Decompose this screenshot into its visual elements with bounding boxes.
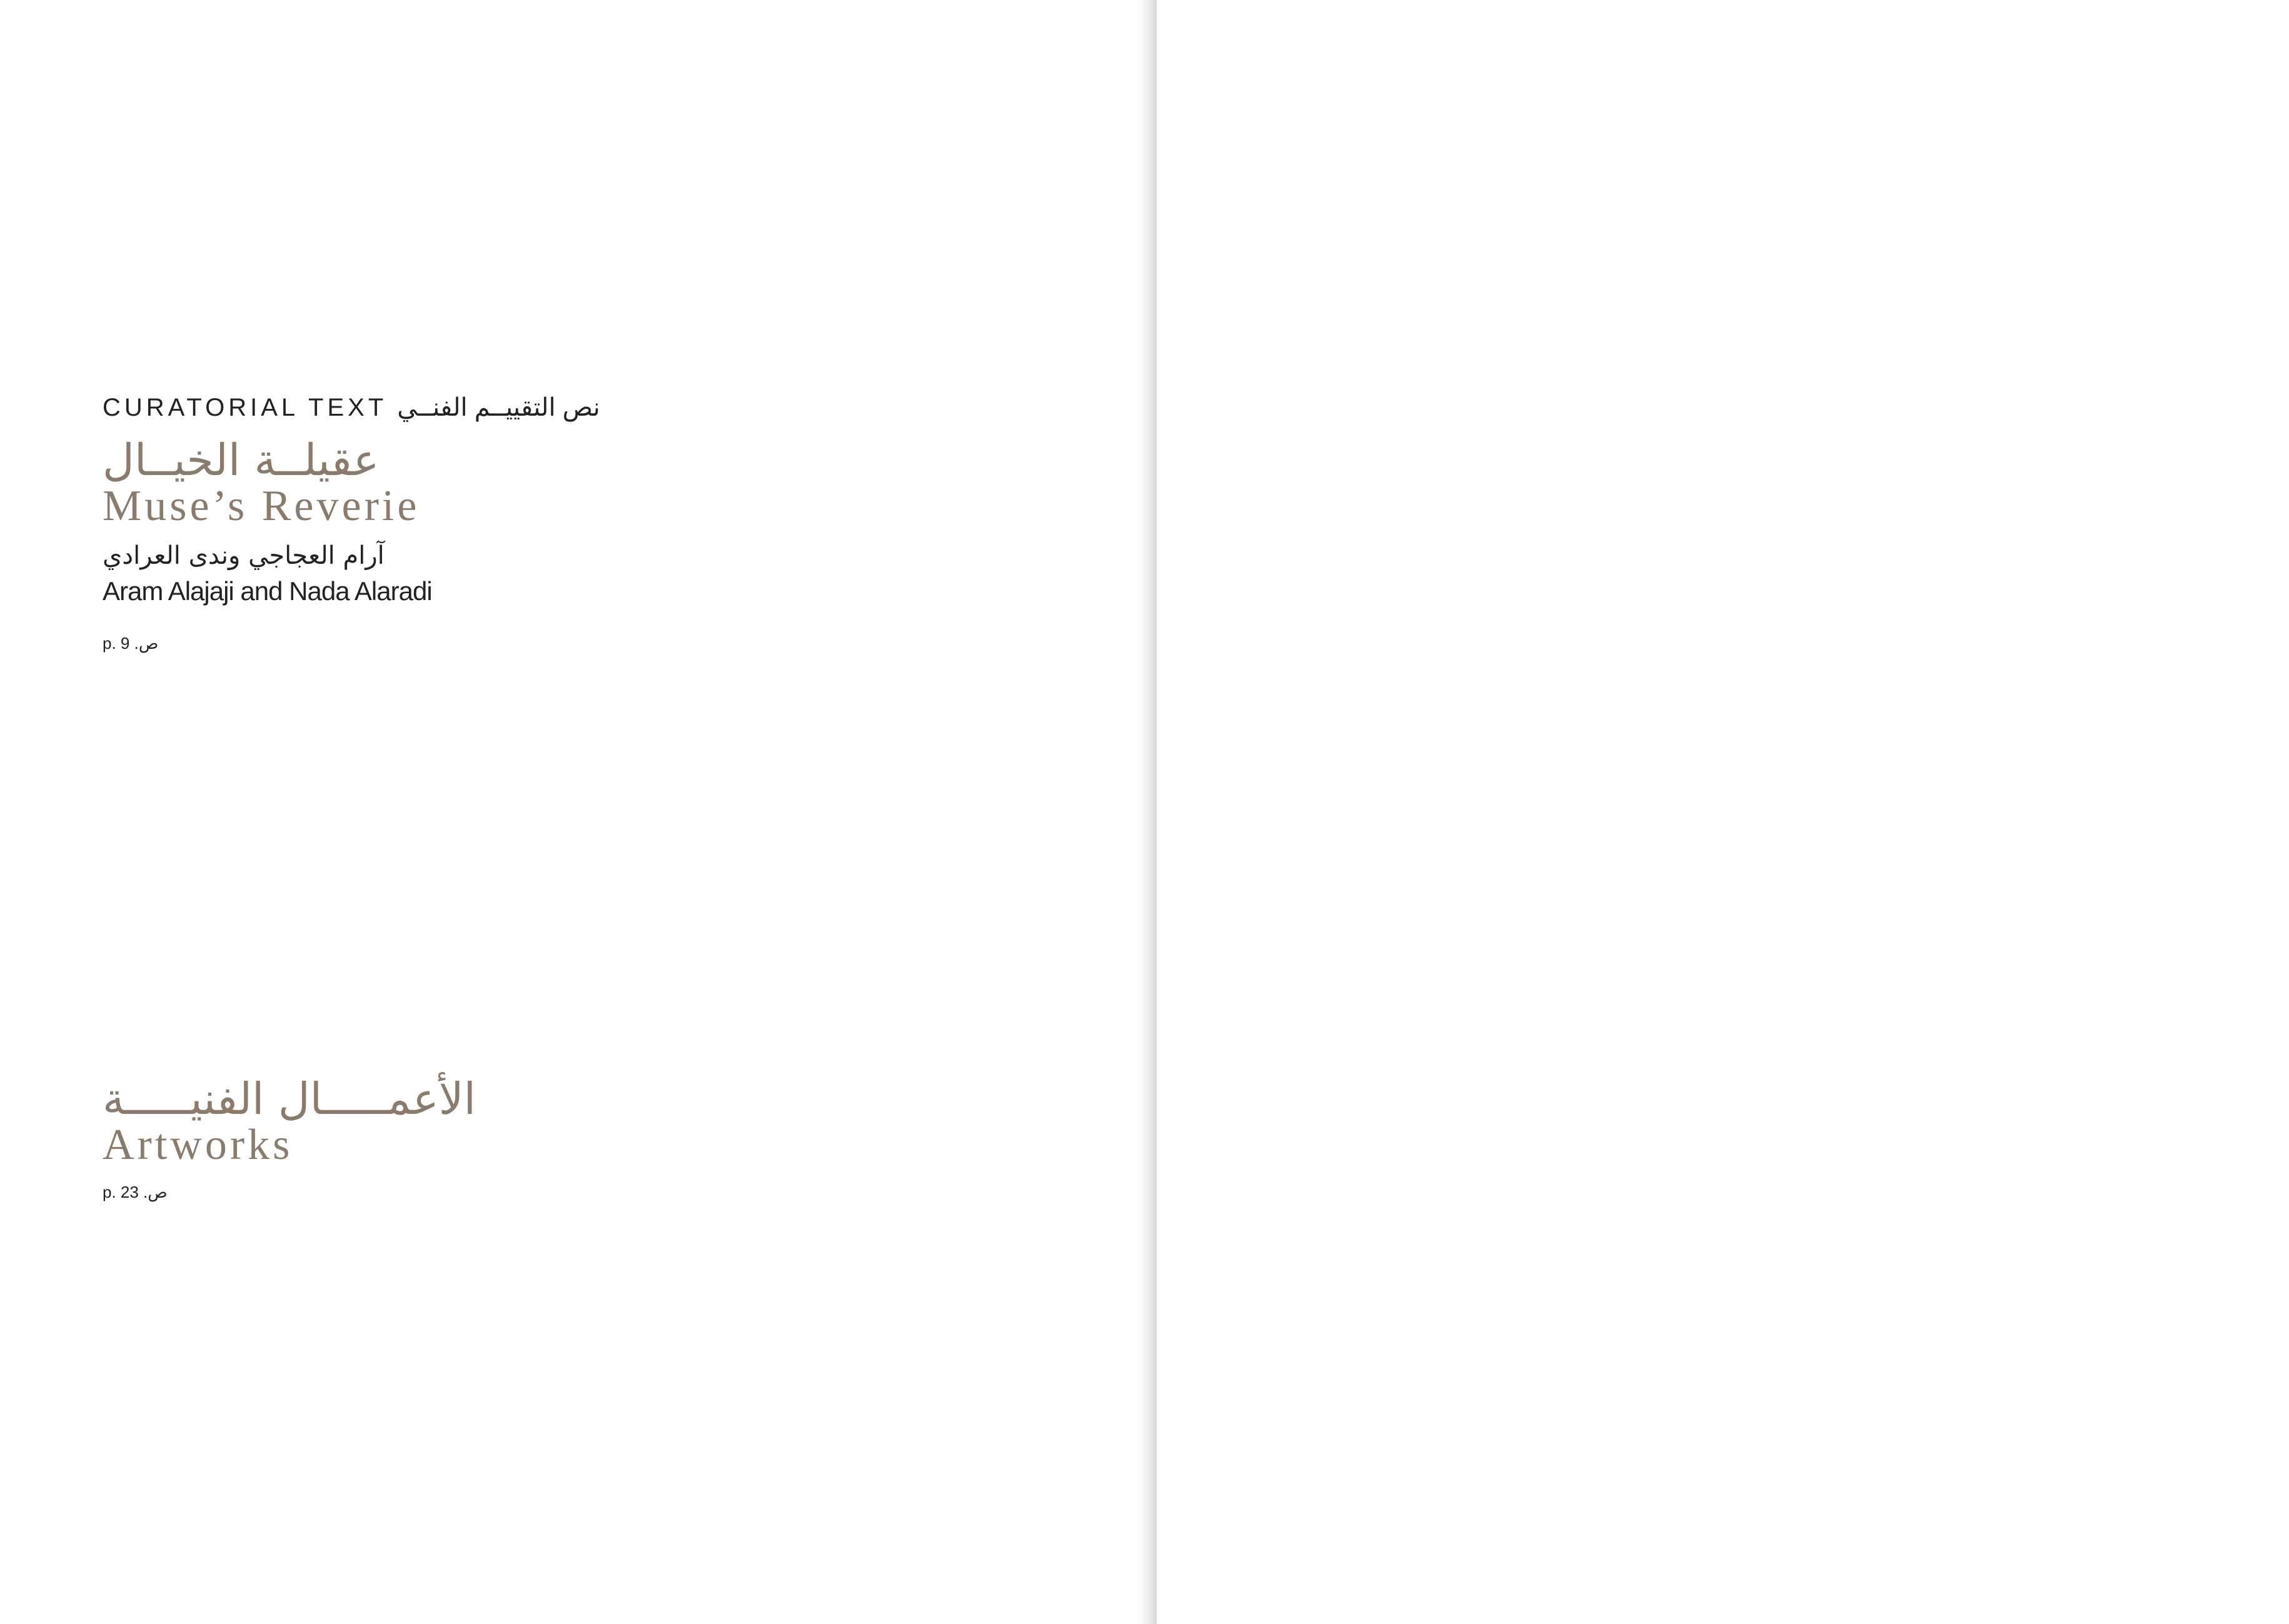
author-english: Aram Alajaji and Nada Alaradi	[103, 576, 432, 606]
section-label-en: CURATORIAL TEXT	[103, 394, 388, 421]
toc-entry-artworks[interactable]	[103, 1073, 476, 1203]
toc-entry-curatorial-text[interactable]	[103, 390, 610, 654]
title-arabic: عقيلــة الخيــال	[103, 434, 380, 486]
author-arabic: آرام العجاجي وندى العرادي	[103, 541, 385, 570]
right-page-blank	[1157, 0, 2289, 1624]
title-arabic: الأعمـــــال الفنيـــــة	[103, 1073, 476, 1125]
page-number: p. 9 .ص	[103, 634, 159, 653]
title-english: Muse’s Reverie	[103, 482, 420, 530]
section-label-ar: نص التقييــم الفنــي	[397, 394, 600, 421]
title-english: Artworks	[103, 1121, 293, 1169]
left-page	[0, 0, 1144, 1624]
page-number: p. 23 .ص	[103, 1183, 168, 1201]
section-label	[103, 390, 610, 425]
